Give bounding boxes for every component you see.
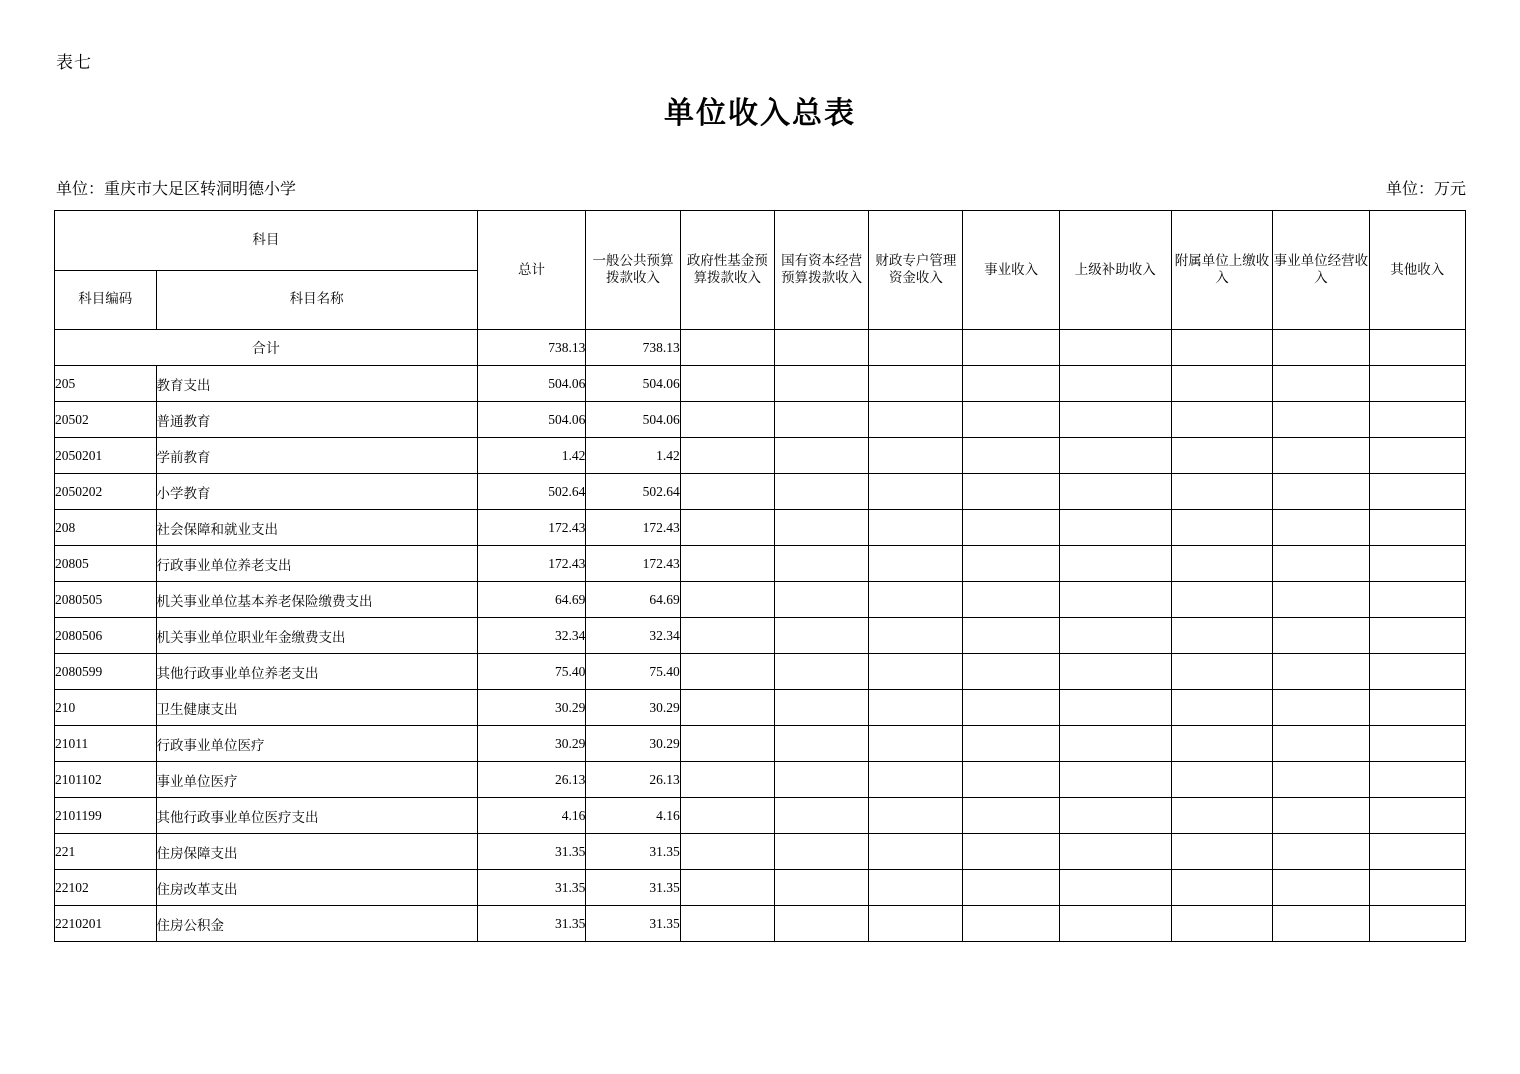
row-value-0: 4.16 [477, 798, 586, 834]
row-value-2 [680, 582, 774, 618]
row-value-8 [1273, 366, 1369, 402]
row-name: 普通教育 [156, 402, 477, 438]
row-value-2 [680, 762, 774, 798]
row-value-0: 30.29 [477, 726, 586, 762]
row-code: 2080505 [55, 582, 157, 618]
row-value-6 [1059, 654, 1171, 690]
row-value-9 [1369, 582, 1465, 618]
row-value-4 [869, 402, 963, 438]
row-value-9 [1369, 906, 1465, 942]
row-name: 社会保障和就业支出 [156, 510, 477, 546]
row-value-6 [1059, 870, 1171, 906]
row-value-3 [774, 402, 868, 438]
row-value-5 [963, 510, 1059, 546]
row-value-8 [1273, 870, 1369, 906]
row-value-8 [1273, 726, 1369, 762]
row-value-0: 30.29 [477, 690, 586, 726]
row-code: 20502 [55, 402, 157, 438]
row-name: 小学教育 [156, 474, 477, 510]
row-value-6 [1059, 510, 1171, 546]
row-value-0: 31.35 [477, 834, 586, 870]
total-value-8 [1273, 330, 1369, 366]
row-value-0: 31.35 [477, 870, 586, 906]
table-row [55, 474, 1466, 510]
table-row [55, 834, 1466, 870]
table-row [55, 366, 1466, 402]
header-subject-group: 科目 [55, 211, 478, 271]
row-value-6 [1059, 834, 1171, 870]
row-name: 其他行政事业单位医疗支出 [156, 798, 477, 834]
row-value-8 [1273, 474, 1369, 510]
row-name: 住房保障支出 [156, 834, 477, 870]
row-name: 机关事业单位职业年金缴费支出 [156, 618, 477, 654]
form-tag: 表七 [56, 53, 92, 72]
row-value-2 [680, 726, 774, 762]
unit-label: 单位：重庆市大足区转洞明德小学 [56, 181, 297, 198]
row-value-1: 30.29 [586, 690, 680, 726]
row-value-2 [680, 690, 774, 726]
row-value-1: 30.29 [586, 726, 680, 762]
row-value-0: 32.34 [477, 618, 586, 654]
row-name: 住房公积金 [156, 906, 477, 942]
table-row [55, 402, 1466, 438]
total-value-3 [774, 330, 868, 366]
total-value-0: 738.13 [477, 330, 586, 366]
row-value-5 [963, 690, 1059, 726]
table-row [55, 582, 1466, 618]
row-value-7 [1171, 834, 1273, 870]
header-col-4: 财政专户管理资金收入 [869, 211, 963, 330]
header-col-1: 一般公共预算拨款收入 [586, 211, 680, 330]
row-value-5 [963, 798, 1059, 834]
row-name: 行政事业单位医疗 [156, 726, 477, 762]
row-value-6 [1059, 402, 1171, 438]
row-value-8 [1273, 690, 1369, 726]
row-value-8 [1273, 618, 1369, 654]
row-value-3 [774, 726, 868, 762]
row-value-8 [1273, 438, 1369, 474]
row-value-9 [1369, 834, 1465, 870]
row-value-7 [1171, 654, 1273, 690]
header-code: 科目编码 [55, 270, 157, 330]
row-value-1: 31.35 [586, 834, 680, 870]
row-code: 2080506 [55, 618, 157, 654]
page-title: 单位收入总表 [664, 97, 856, 130]
row-value-8 [1273, 582, 1369, 618]
row-code: 205 [55, 366, 157, 402]
row-value-0: 172.43 [477, 546, 586, 582]
row-value-3 [774, 870, 868, 906]
row-value-2 [680, 366, 774, 402]
row-value-1: 31.35 [586, 906, 680, 942]
row-value-0: 172.43 [477, 510, 586, 546]
row-value-3 [774, 906, 868, 942]
row-code: 2050201 [55, 438, 157, 474]
row-value-6 [1059, 762, 1171, 798]
row-value-3 [774, 798, 868, 834]
row-value-2 [680, 546, 774, 582]
row-value-9 [1369, 798, 1465, 834]
row-value-6 [1059, 366, 1171, 402]
header-col-2: 政府性基金预算拨款收入 [680, 211, 774, 330]
row-value-5 [963, 726, 1059, 762]
table-row [55, 690, 1466, 726]
row-value-8 [1273, 546, 1369, 582]
row-value-1: 1.42 [586, 438, 680, 474]
row-value-9 [1369, 402, 1465, 438]
row-value-6 [1059, 438, 1171, 474]
row-value-7 [1171, 366, 1273, 402]
row-value-6 [1059, 582, 1171, 618]
row-name: 教育支出 [156, 366, 477, 402]
header-col-5: 事业收入 [963, 211, 1059, 330]
row-value-4 [869, 546, 963, 582]
row-value-5 [963, 582, 1059, 618]
row-value-3 [774, 654, 868, 690]
row-name: 行政事业单位养老支出 [156, 546, 477, 582]
row-value-5 [963, 906, 1059, 942]
row-code: 21011 [55, 726, 157, 762]
row-value-5 [963, 402, 1059, 438]
row-value-2 [680, 654, 774, 690]
row-value-1: 504.06 [586, 366, 680, 402]
row-value-8 [1273, 510, 1369, 546]
row-value-1: 26.13 [586, 762, 680, 798]
row-code: 2080599 [55, 654, 157, 690]
row-value-6 [1059, 906, 1171, 942]
header-col-6: 上级补助收入 [1059, 211, 1171, 330]
row-value-8 [1273, 906, 1369, 942]
header-col-3: 国有资本经营预算拨款收入 [774, 211, 868, 330]
row-value-5 [963, 870, 1059, 906]
table-row [55, 546, 1466, 582]
header-col-8: 事业单位经营收入 [1273, 211, 1369, 330]
row-value-2 [680, 618, 774, 654]
row-value-4 [869, 726, 963, 762]
row-value-4 [869, 654, 963, 690]
row-value-0: 504.06 [477, 402, 586, 438]
row-value-1: 502.64 [586, 474, 680, 510]
row-value-4 [869, 906, 963, 942]
row-value-9 [1369, 546, 1465, 582]
table-header [55, 211, 1466, 330]
row-code: 221 [55, 834, 157, 870]
row-value-3 [774, 762, 868, 798]
table-row [55, 798, 1466, 834]
row-value-1: 172.43 [586, 546, 680, 582]
header-col-0: 总计 [477, 211, 586, 330]
row-code: 2050202 [55, 474, 157, 510]
row-value-7 [1171, 546, 1273, 582]
row-value-0: 31.35 [477, 906, 586, 942]
row-value-4 [869, 582, 963, 618]
row-value-9 [1369, 510, 1465, 546]
table-row [55, 906, 1466, 942]
row-value-6 [1059, 726, 1171, 762]
row-value-3 [774, 366, 868, 402]
row-value-9 [1369, 654, 1465, 690]
total-value-2 [680, 330, 774, 366]
header-name: 科目名称 [156, 270, 477, 330]
row-value-6 [1059, 690, 1171, 726]
table-row [55, 726, 1466, 762]
row-value-9 [1369, 618, 1465, 654]
row-value-6 [1059, 798, 1171, 834]
row-code: 2101102 [55, 762, 157, 798]
row-value-4 [869, 618, 963, 654]
table-row [55, 870, 1466, 906]
row-value-7 [1171, 690, 1273, 726]
row-value-4 [869, 798, 963, 834]
row-value-2 [680, 438, 774, 474]
row-value-5 [963, 474, 1059, 510]
total-value-5 [963, 330, 1059, 366]
header-row-1 [55, 211, 1466, 271]
row-value-4 [869, 438, 963, 474]
row-value-2 [680, 798, 774, 834]
row-value-6 [1059, 546, 1171, 582]
total-value-4 [869, 330, 963, 366]
row-value-3 [774, 474, 868, 510]
total-label: 合计 [55, 330, 478, 366]
header-col-9: 其他收入 [1369, 211, 1465, 330]
row-value-2 [680, 510, 774, 546]
row-value-5 [963, 618, 1059, 654]
row-name: 住房改革支出 [156, 870, 477, 906]
row-value-2 [680, 402, 774, 438]
row-value-7 [1171, 906, 1273, 942]
row-value-6 [1059, 474, 1171, 510]
row-name: 学前教育 [156, 438, 477, 474]
row-value-1: 504.06 [586, 402, 680, 438]
header-col-7: 附属单位上缴收入 [1171, 211, 1273, 330]
row-value-0: 75.40 [477, 654, 586, 690]
table-row-total [55, 330, 1466, 366]
row-code: 20805 [55, 546, 157, 582]
row-value-0: 1.42 [477, 438, 586, 474]
total-value-7 [1171, 330, 1273, 366]
total-value-6 [1059, 330, 1171, 366]
row-code: 22102 [55, 870, 157, 906]
row-value-0: 502.64 [477, 474, 586, 510]
row-name: 卫生健康支出 [156, 690, 477, 726]
row-value-2 [680, 834, 774, 870]
row-value-7 [1171, 510, 1273, 546]
row-value-1: 172.43 [586, 510, 680, 546]
row-value-7 [1171, 618, 1273, 654]
row-value-4 [869, 870, 963, 906]
row-value-4 [869, 834, 963, 870]
row-value-3 [774, 834, 868, 870]
row-value-1: 32.34 [586, 618, 680, 654]
row-name: 事业单位医疗 [156, 762, 477, 798]
row-value-4 [869, 690, 963, 726]
row-code: 2101199 [55, 798, 157, 834]
row-value-4 [869, 762, 963, 798]
row-value-9 [1369, 438, 1465, 474]
row-value-9 [1369, 762, 1465, 798]
row-code: 2210201 [55, 906, 157, 942]
row-value-0: 26.13 [477, 762, 586, 798]
row-value-8 [1273, 654, 1369, 690]
row-value-7 [1171, 474, 1273, 510]
row-name: 机关事业单位基本养老保险缴费支出 [156, 582, 477, 618]
row-value-5 [963, 762, 1059, 798]
row-value-3 [774, 546, 868, 582]
row-value-5 [963, 438, 1059, 474]
row-value-8 [1273, 402, 1369, 438]
row-value-9 [1369, 474, 1465, 510]
row-value-7 [1171, 870, 1273, 906]
total-value-9 [1369, 330, 1465, 366]
row-value-9 [1369, 690, 1465, 726]
row-value-2 [680, 474, 774, 510]
row-value-9 [1369, 870, 1465, 906]
row-value-7 [1171, 762, 1273, 798]
table-row [55, 618, 1466, 654]
table-body [55, 330, 1466, 942]
table-row [55, 762, 1466, 798]
row-value-6 [1059, 618, 1171, 654]
row-value-1: 75.40 [586, 654, 680, 690]
row-value-1: 4.16 [586, 798, 680, 834]
row-value-9 [1369, 366, 1465, 402]
row-value-3 [774, 618, 868, 654]
row-value-4 [869, 474, 963, 510]
row-value-1: 31.35 [586, 870, 680, 906]
row-value-0: 504.06 [477, 366, 586, 402]
row-value-5 [963, 366, 1059, 402]
row-value-7 [1171, 402, 1273, 438]
row-name: 其他行政事业单位养老支出 [156, 654, 477, 690]
income-summary-table [54, 210, 1466, 942]
row-value-9 [1369, 726, 1465, 762]
row-value-3 [774, 438, 868, 474]
row-code: 210 [55, 690, 157, 726]
row-value-7 [1171, 798, 1273, 834]
total-value-1: 738.13 [586, 330, 680, 366]
row-value-1: 64.69 [586, 582, 680, 618]
table-row [55, 654, 1466, 690]
row-value-2 [680, 870, 774, 906]
row-value-7 [1171, 438, 1273, 474]
row-value-5 [963, 834, 1059, 870]
row-value-3 [774, 690, 868, 726]
amount-unit-label: 单位：万元 [1385, 181, 1466, 198]
row-value-0: 64.69 [477, 582, 586, 618]
row-value-3 [774, 510, 868, 546]
row-value-5 [963, 654, 1059, 690]
row-value-8 [1273, 798, 1369, 834]
row-value-8 [1273, 834, 1369, 870]
row-value-5 [963, 546, 1059, 582]
row-value-3 [774, 582, 868, 618]
row-value-7 [1171, 582, 1273, 618]
table-row [55, 438, 1466, 474]
row-value-8 [1273, 762, 1369, 798]
row-value-4 [869, 510, 963, 546]
row-value-2 [680, 906, 774, 942]
table-row [55, 510, 1466, 546]
row-value-7 [1171, 726, 1273, 762]
meta-row [56, 176, 1466, 199]
row-code: 208 [55, 510, 157, 546]
row-value-4 [869, 366, 963, 402]
